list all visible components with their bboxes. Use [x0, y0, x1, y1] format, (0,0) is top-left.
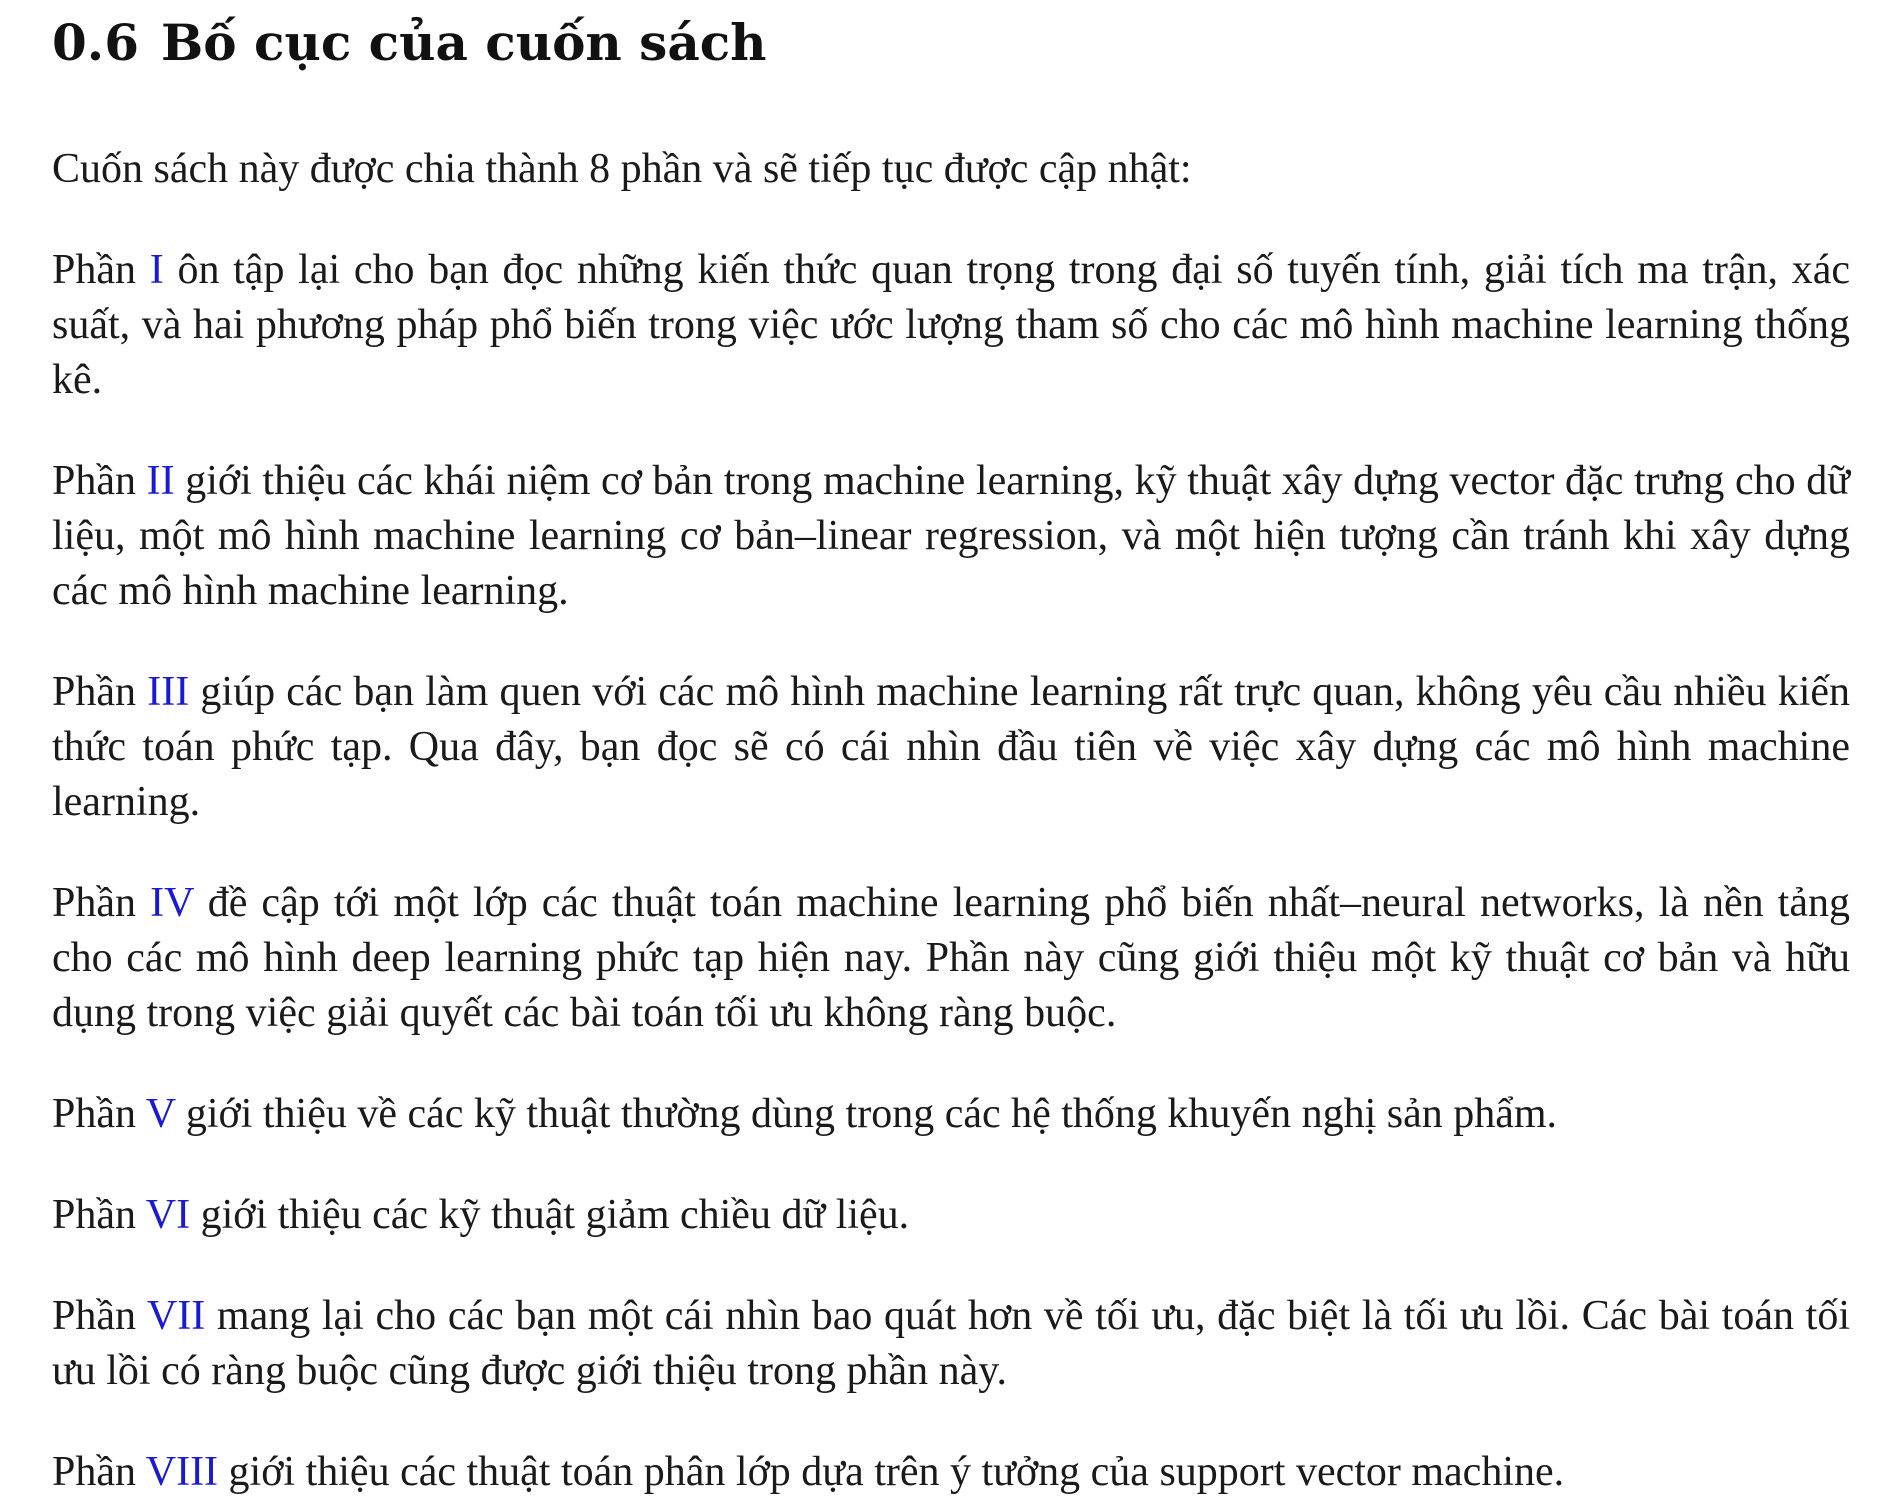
part-paragraph-vii	[52, 1289, 1850, 1399]
part-paragraph-v	[52, 1087, 1850, 1142]
part-description: mang lại cho các bạn một cái nhìn bao quát hơn về tối ưu, đặc biệt là tối ưu lồi. Các bài toán tối ưu lồi có ràng buộc cũng được giới thiệu trong phần này.	[52, 1293, 1850, 1394]
part-link-iv[interactable]: IV	[150, 880, 194, 926]
part-paragraph-viii	[52, 1445, 1850, 1500]
section-number: 0.6	[52, 13, 139, 72]
part-word: Phần	[52, 669, 136, 715]
part-link-v[interactable]: V	[145, 1091, 176, 1137]
part-paragraph-iv	[52, 876, 1850, 1041]
part-description: ôn tập lại cho bạn đọc những kiến thức quan trọng trong đại số tuyến tính, giải tích ma trận, xác suất, và hai phương pháp phổ biến trong việc ước lượng tham số cho các mô hình machine learning thống kê.	[52, 247, 1851, 403]
intro-paragraph: Cuốn sách này được chia thành 8 phần và sẽ tiếp tục được cập nhật:	[52, 146, 1192, 192]
part-description: đề cập tới một lớp các thuật toán machine learning phổ biến nhất–neural networks, là nền tảng cho các mô hình deep learning phức tạp hiện nay. Phần này cũng giới thiệu một kỹ thuật cơ bản và hữu dụng trong việc giải quyết các bài toán tối ưu không ràng buộc.	[52, 880, 1850, 1036]
part-word: Phần	[52, 1091, 136, 1137]
part-word: Phần	[52, 1192, 136, 1238]
part-paragraph-vi	[52, 1188, 1850, 1243]
part-link-iii[interactable]: III	[147, 669, 190, 715]
part-link-viii[interactable]: VIII	[145, 1449, 219, 1495]
part-word: Phần	[52, 458, 136, 504]
part-description: giúp các bạn làm quen với các mô hình machine learning rất trực quan, không yêu cầu nhiều kiến thức toán phức tạp. Qua đây, bạn đọc sẽ có cái nhìn đầu tiên về việc xây dựng các mô hình machine learning.	[52, 669, 1851, 825]
part-word: Phần	[52, 247, 136, 293]
part-link-i[interactable]: I	[149, 247, 164, 293]
part-word: Phần	[52, 880, 136, 926]
part-description: giới thiệu các khái niệm cơ bản trong machine learning, kỹ thuật xây dựng vector đặc trưng cho dữ liệu, một mô hình machine learning cơ bản–linear regression, và một hiện tượng cần tránh khi xây dựng các mô hình machine learning.	[52, 458, 1851, 614]
part-word: Phần	[52, 1293, 136, 1339]
part-description: giới thiệu về các kỹ thuật thường dùng trong các hệ thống khuyến nghị sản phẩm.	[185, 1091, 1558, 1137]
part-description: giới thiệu các thuật toán phân lớp dựa trên ý tưởng của support vector machine.	[228, 1449, 1565, 1495]
part-paragraph-ii	[52, 454, 1850, 619]
part-link-vi[interactable]: VI	[145, 1192, 191, 1238]
part-link-vii[interactable]: VII	[146, 1293, 206, 1339]
part-word: Phần	[52, 1449, 136, 1495]
part-paragraph-i	[52, 243, 1850, 408]
part-description: giới thiệu các kỹ thuật giảm chiều dữ liệu.	[200, 1192, 910, 1238]
part-link-ii[interactable]: II	[146, 458, 175, 504]
document-page	[52, 0, 1850, 1500]
part-paragraph-iii	[52, 665, 1850, 830]
section-title: Bố cục của cuốn sách	[161, 13, 767, 72]
section-heading	[52, 0, 1850, 80]
